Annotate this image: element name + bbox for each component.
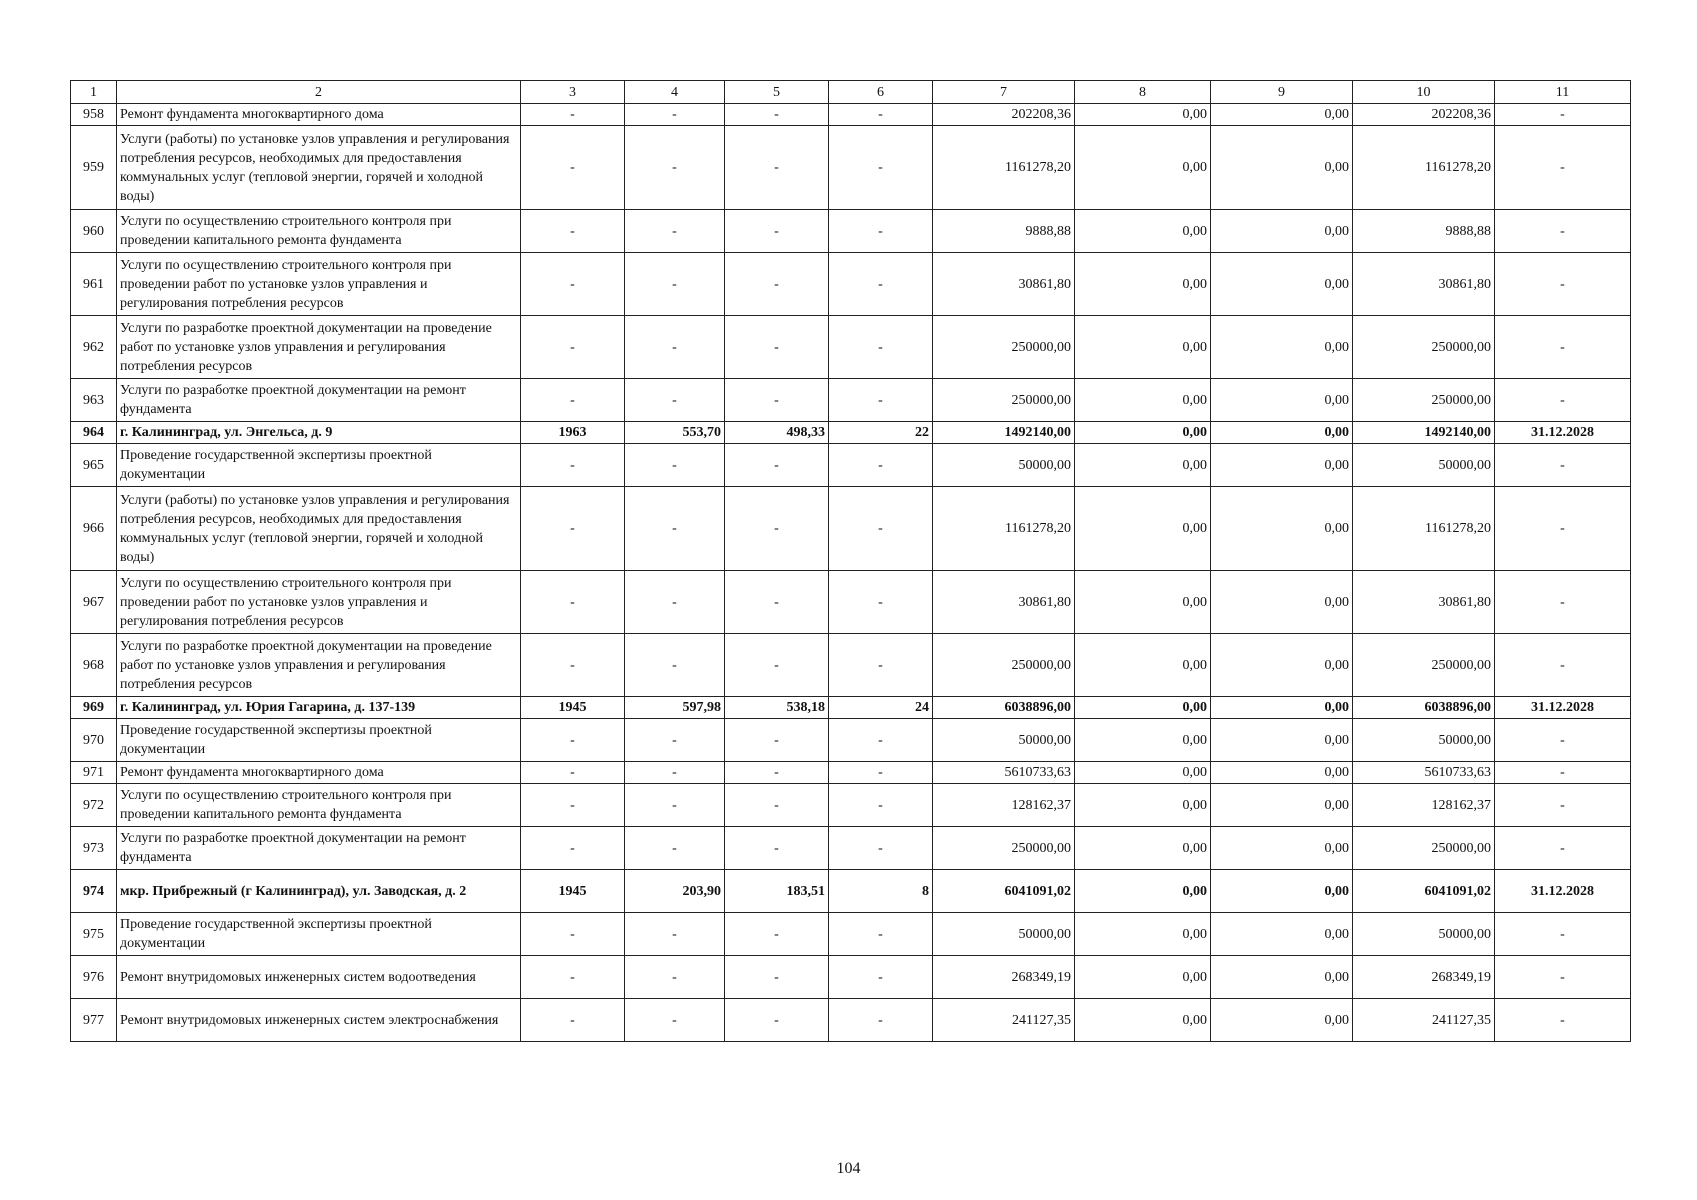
row-number: 967 — [71, 571, 117, 634]
living-area-cell: - — [725, 762, 829, 784]
fund-cell: 0,00 — [1075, 571, 1211, 634]
year-cell: - — [521, 379, 625, 422]
cost-total-cell: 250000,00 — [933, 379, 1075, 422]
year-cell: - — [521, 913, 625, 956]
cost-total-cell: 50000,00 — [933, 913, 1075, 956]
column-header-8: 8 — [1075, 81, 1211, 104]
year-cell: 1945 — [521, 697, 625, 719]
deadline-cell: - — [1495, 956, 1631, 999]
cost-total-cell: 6041091,02 — [933, 870, 1075, 913]
owner-funds-cell: 1161278,20 — [1353, 487, 1495, 571]
budget-cell: 0,00 — [1211, 316, 1353, 379]
column-header-4: 4 — [625, 81, 725, 104]
year-cell: - — [521, 571, 625, 634]
cost-total-cell: 50000,00 — [933, 719, 1075, 762]
column-header-2: 2 — [117, 81, 521, 104]
year-cell: - — [521, 827, 625, 870]
owner-funds-cell: 268349,19 — [1353, 956, 1495, 999]
cost-total-cell: 30861,80 — [933, 253, 1075, 316]
deadline-cell: - — [1495, 762, 1631, 784]
work-name: Услуги по разработке проектной документации на проведение работ по установке узлов управления и регулирования потребления ресурсов — [117, 316, 521, 379]
work-name: Проведение государственной экспертизы проектной документации — [117, 913, 521, 956]
row-number: 974 — [71, 870, 117, 913]
deadline-cell: 31.12.2028 — [1495, 697, 1631, 719]
year-cell: - — [521, 487, 625, 571]
residents-cell: - — [829, 762, 933, 784]
total-area-cell: - — [625, 827, 725, 870]
owner-funds-cell: 6041091,02 — [1353, 870, 1495, 913]
owner-funds-cell: 50000,00 — [1353, 913, 1495, 956]
table-row — [71, 104, 1631, 126]
residents-cell: - — [829, 634, 933, 697]
work-name: Услуги по осуществлению строительного контроля при проведении капитального ремонта фундамента — [117, 210, 521, 253]
owner-funds-cell: 50000,00 — [1353, 719, 1495, 762]
row-number: 969 — [71, 697, 117, 719]
cost-total-cell: 6038896,00 — [933, 697, 1075, 719]
budget-cell: 0,00 — [1211, 634, 1353, 697]
year-cell: - — [521, 634, 625, 697]
budget-cell: 0,00 — [1211, 784, 1353, 827]
year-cell: - — [521, 719, 625, 762]
column-number-row — [71, 81, 1631, 104]
living-area-cell: 538,18 — [725, 697, 829, 719]
row-number: 965 — [71, 444, 117, 487]
owner-funds-cell: 9888,88 — [1353, 210, 1495, 253]
fund-cell: 0,00 — [1075, 444, 1211, 487]
column-header-3: 3 — [521, 81, 625, 104]
residents-cell: - — [829, 827, 933, 870]
living-area-cell: - — [725, 104, 829, 126]
living-area-cell: - — [725, 210, 829, 253]
total-area-cell: - — [625, 956, 725, 999]
year-cell: - — [521, 784, 625, 827]
owner-funds-cell: 5610733,63 — [1353, 762, 1495, 784]
budget-cell: 0,00 — [1211, 697, 1353, 719]
total-area-cell: - — [625, 126, 725, 210]
deadline-cell: - — [1495, 784, 1631, 827]
total-area-cell: - — [625, 444, 725, 487]
residents-cell: - — [829, 126, 933, 210]
table-row — [71, 487, 1631, 571]
deadline-cell: - — [1495, 999, 1631, 1042]
total-area-cell: - — [625, 316, 725, 379]
row-number: 958 — [71, 104, 117, 126]
budget-cell: 0,00 — [1211, 444, 1353, 487]
living-area-cell: - — [725, 253, 829, 316]
budget-cell: 0,00 — [1211, 487, 1353, 571]
fund-cell: 0,00 — [1075, 913, 1211, 956]
fund-cell: 0,00 — [1075, 126, 1211, 210]
budget-cell: 0,00 — [1211, 253, 1353, 316]
table-row — [71, 913, 1631, 956]
work-name: г. Калининград, ул. Энгельса, д. 9 — [117, 422, 521, 444]
cost-total-cell: 202208,36 — [933, 104, 1075, 126]
work-name: Проведение государственной экспертизы проектной документации — [117, 719, 521, 762]
year-cell: - — [521, 444, 625, 487]
fund-cell: 0,00 — [1075, 719, 1211, 762]
total-area-cell: 203,90 — [625, 870, 725, 913]
cost-total-cell: 30861,80 — [933, 571, 1075, 634]
capital-repair-table — [70, 80, 1631, 1042]
work-name: Услуги (работы) по установке узлов управления и регулирования потребления ресурсов, необходимых для предоставления коммунальных услуг (тепловой энергии, горячей и холодной воды) — [117, 487, 521, 571]
residents-cell: - — [829, 316, 933, 379]
owner-funds-cell: 50000,00 — [1353, 444, 1495, 487]
table-row — [71, 762, 1631, 784]
work-name: Услуги по разработке проектной документации на ремонт фундамента — [117, 827, 521, 870]
owner-funds-cell: 202208,36 — [1353, 104, 1495, 126]
row-number: 968 — [71, 634, 117, 697]
work-name: Услуги по разработке проектной документации на проведение работ по установке узлов управления и регулирования потребления ресурсов — [117, 634, 521, 697]
column-header-11: 11 — [1495, 81, 1631, 104]
row-number: 977 — [71, 999, 117, 1042]
budget-cell: 0,00 — [1211, 571, 1353, 634]
fund-cell: 0,00 — [1075, 487, 1211, 571]
total-area-cell: - — [625, 762, 725, 784]
column-header-9: 9 — [1211, 81, 1353, 104]
living-area-cell: - — [725, 126, 829, 210]
residents-cell: - — [829, 784, 933, 827]
living-area-cell: - — [725, 913, 829, 956]
row-number: 973 — [71, 827, 117, 870]
total-area-cell: - — [625, 634, 725, 697]
column-header-10: 10 — [1353, 81, 1495, 104]
cost-total-cell: 250000,00 — [933, 634, 1075, 697]
total-area-cell: - — [625, 719, 725, 762]
fund-cell: 0,00 — [1075, 784, 1211, 827]
address-row — [71, 870, 1631, 913]
fund-cell: 0,00 — [1075, 253, 1211, 316]
living-area-cell: - — [725, 487, 829, 571]
deadline-cell: - — [1495, 104, 1631, 126]
residents-cell: 22 — [829, 422, 933, 444]
owner-funds-cell: 30861,80 — [1353, 253, 1495, 316]
living-area-cell: - — [725, 784, 829, 827]
cost-total-cell: 1161278,20 — [933, 487, 1075, 571]
budget-cell: 0,00 — [1211, 719, 1353, 762]
budget-cell: 0,00 — [1211, 870, 1353, 913]
budget-cell: 0,00 — [1211, 210, 1353, 253]
total-area-cell: - — [625, 379, 725, 422]
column-header-6: 6 — [829, 81, 933, 104]
total-area-cell: - — [625, 999, 725, 1042]
budget-cell: 0,00 — [1211, 999, 1353, 1042]
table-row — [71, 444, 1631, 487]
address-row — [71, 422, 1631, 444]
table-row — [71, 379, 1631, 422]
budget-cell: 0,00 — [1211, 762, 1353, 784]
cost-total-cell: 1161278,20 — [933, 126, 1075, 210]
total-area-cell: - — [625, 253, 725, 316]
deadline-cell: - — [1495, 719, 1631, 762]
deadline-cell: - — [1495, 253, 1631, 316]
total-area-cell: 553,70 — [625, 422, 725, 444]
table-row — [71, 719, 1631, 762]
year-cell: - — [521, 253, 625, 316]
table-row — [71, 316, 1631, 379]
column-header-1: 1 — [71, 81, 117, 104]
living-area-cell: - — [725, 827, 829, 870]
residents-cell: - — [829, 444, 933, 487]
table-row — [71, 634, 1631, 697]
column-header-7: 7 — [933, 81, 1075, 104]
fund-cell: 0,00 — [1075, 999, 1211, 1042]
year-cell: 1945 — [521, 870, 625, 913]
fund-cell: 0,00 — [1075, 697, 1211, 719]
owner-funds-cell: 30861,80 — [1353, 571, 1495, 634]
owner-funds-cell: 1492140,00 — [1353, 422, 1495, 444]
table-row — [71, 827, 1631, 870]
owner-funds-cell: 250000,00 — [1353, 827, 1495, 870]
owner-funds-cell: 241127,35 — [1353, 999, 1495, 1042]
deadline-cell: - — [1495, 316, 1631, 379]
row-number: 961 — [71, 253, 117, 316]
deadline-cell: - — [1495, 210, 1631, 253]
fund-cell: 0,00 — [1075, 956, 1211, 999]
residents-cell: 24 — [829, 697, 933, 719]
work-name: Ремонт внутридомовых инженерных систем электроснабжения — [117, 999, 521, 1042]
cost-total-cell: 128162,37 — [933, 784, 1075, 827]
deadline-cell: 31.12.2028 — [1495, 422, 1631, 444]
budget-cell: 0,00 — [1211, 126, 1353, 210]
deadline-cell: 31.12.2028 — [1495, 870, 1631, 913]
deadline-cell: - — [1495, 634, 1631, 697]
address-row — [71, 697, 1631, 719]
total-area-cell: - — [625, 487, 725, 571]
row-number: 960 — [71, 210, 117, 253]
owner-funds-cell: 128162,37 — [1353, 784, 1495, 827]
page-number: 104 — [836, 1160, 861, 1177]
residents-cell: - — [829, 571, 933, 634]
budget-cell: 0,00 — [1211, 379, 1353, 422]
residents-cell: - — [829, 104, 933, 126]
budget-cell: 0,00 — [1211, 913, 1353, 956]
residents-cell: - — [829, 487, 933, 571]
year-cell: - — [521, 316, 625, 379]
deadline-cell: - — [1495, 487, 1631, 571]
year-cell: 1963 — [521, 422, 625, 444]
owner-funds-cell: 1161278,20 — [1353, 126, 1495, 210]
column-header-5: 5 — [725, 81, 829, 104]
deadline-cell: - — [1495, 126, 1631, 210]
work-name: г. Калининград, ул. Юрия Гагарина, д. 137-139 — [117, 697, 521, 719]
deadline-cell: - — [1495, 913, 1631, 956]
year-cell: - — [521, 104, 625, 126]
work-name: Ремонт фундамента многоквартирного дома — [117, 762, 521, 784]
living-area-cell: - — [725, 719, 829, 762]
total-area-cell: - — [625, 210, 725, 253]
owner-funds-cell: 250000,00 — [1353, 379, 1495, 422]
fund-cell: 0,00 — [1075, 422, 1211, 444]
cost-total-cell: 9888,88 — [933, 210, 1075, 253]
total-area-cell: - — [625, 913, 725, 956]
year-cell: - — [521, 999, 625, 1042]
deadline-cell: - — [1495, 827, 1631, 870]
fund-cell: 0,00 — [1075, 210, 1211, 253]
residents-cell: - — [829, 913, 933, 956]
row-number: 975 — [71, 913, 117, 956]
living-area-cell: 183,51 — [725, 870, 829, 913]
row-number: 972 — [71, 784, 117, 827]
total-area-cell: 597,98 — [625, 697, 725, 719]
work-name: мкр. Прибрежный (г Калининград), ул. Заводская, д. 2 — [117, 870, 521, 913]
residents-cell: - — [829, 253, 933, 316]
fund-cell: 0,00 — [1075, 870, 1211, 913]
total-area-cell: - — [625, 571, 725, 634]
cost-total-cell: 250000,00 — [933, 827, 1075, 870]
living-area-cell: - — [725, 571, 829, 634]
work-name: Услуги по осуществлению строительного контроля при проведении капитального ремонта фундамента — [117, 784, 521, 827]
table-row — [71, 126, 1631, 210]
cost-total-cell: 268349,19 — [933, 956, 1075, 999]
budget-cell: 0,00 — [1211, 956, 1353, 999]
fund-cell: 0,00 — [1075, 379, 1211, 422]
year-cell: - — [521, 956, 625, 999]
table-row — [71, 784, 1631, 827]
living-area-cell: - — [725, 999, 829, 1042]
row-number: 959 — [71, 126, 117, 210]
table-row — [71, 571, 1631, 634]
residents-cell: 8 — [829, 870, 933, 913]
fund-cell: 0,00 — [1075, 316, 1211, 379]
year-cell: - — [521, 126, 625, 210]
owner-funds-cell: 250000,00 — [1353, 634, 1495, 697]
work-name: Услуги по осуществлению строительного контроля при проведении работ по установке узлов управления и регулирования потребления ресурсов — [117, 571, 521, 634]
fund-cell: 0,00 — [1075, 634, 1211, 697]
owner-funds-cell: 6038896,00 — [1353, 697, 1495, 719]
owner-funds-cell: 250000,00 — [1353, 316, 1495, 379]
total-area-cell: - — [625, 104, 725, 126]
year-cell: - — [521, 210, 625, 253]
budget-cell: 0,00 — [1211, 422, 1353, 444]
fund-cell: 0,00 — [1075, 104, 1211, 126]
budget-cell: 0,00 — [1211, 827, 1353, 870]
residents-cell: - — [829, 210, 933, 253]
fund-cell: 0,00 — [1075, 762, 1211, 784]
work-name: Услуги по осуществлению строительного контроля при проведении работ по установке узлов управления и регулирования потребления ресурсов — [117, 253, 521, 316]
table-row — [71, 210, 1631, 253]
row-number: 966 — [71, 487, 117, 571]
row-number: 963 — [71, 379, 117, 422]
deadline-cell: - — [1495, 379, 1631, 422]
residents-cell: - — [829, 956, 933, 999]
row-number: 976 — [71, 956, 117, 999]
work-name: Услуги (работы) по установке узлов управления и регулирования потребления ресурсов, необходимых для предоставления коммунальных услуг (тепловой энергии, горячей и холодной воды) — [117, 126, 521, 210]
cost-total-cell: 50000,00 — [933, 444, 1075, 487]
living-area-cell: - — [725, 444, 829, 487]
table-body — [71, 104, 1631, 1042]
table-row — [71, 999, 1631, 1042]
total-area-cell: - — [625, 784, 725, 827]
work-name: Ремонт внутридомовых инженерных систем водоотведения — [117, 956, 521, 999]
table-row — [71, 956, 1631, 999]
work-name: Ремонт фундамента многоквартирного дома — [117, 104, 521, 126]
residents-cell: - — [829, 999, 933, 1042]
cost-total-cell: 250000,00 — [933, 316, 1075, 379]
living-area-cell: 498,33 — [725, 422, 829, 444]
residents-cell: - — [829, 379, 933, 422]
deadline-cell: - — [1495, 571, 1631, 634]
row-number: 971 — [71, 762, 117, 784]
residents-cell: - — [829, 719, 933, 762]
living-area-cell: - — [725, 634, 829, 697]
budget-cell: 0,00 — [1211, 104, 1353, 126]
living-area-cell: - — [725, 956, 829, 999]
table-row — [71, 253, 1631, 316]
cost-total-cell: 5610733,63 — [933, 762, 1075, 784]
row-number: 970 — [71, 719, 117, 762]
row-number: 964 — [71, 422, 117, 444]
cost-total-cell: 241127,35 — [933, 999, 1075, 1042]
work-name: Услуги по разработке проектной документации на ремонт фундамента — [117, 379, 521, 422]
register-table-container — [70, 80, 1630, 1042]
deadline-cell: - — [1495, 444, 1631, 487]
living-area-cell: - — [725, 379, 829, 422]
row-number: 962 — [71, 316, 117, 379]
year-cell: - — [521, 762, 625, 784]
fund-cell: 0,00 — [1075, 827, 1211, 870]
work-name: Проведение государственной экспертизы проектной документации — [117, 444, 521, 487]
cost-total-cell: 1492140,00 — [933, 422, 1075, 444]
living-area-cell: - — [725, 316, 829, 379]
